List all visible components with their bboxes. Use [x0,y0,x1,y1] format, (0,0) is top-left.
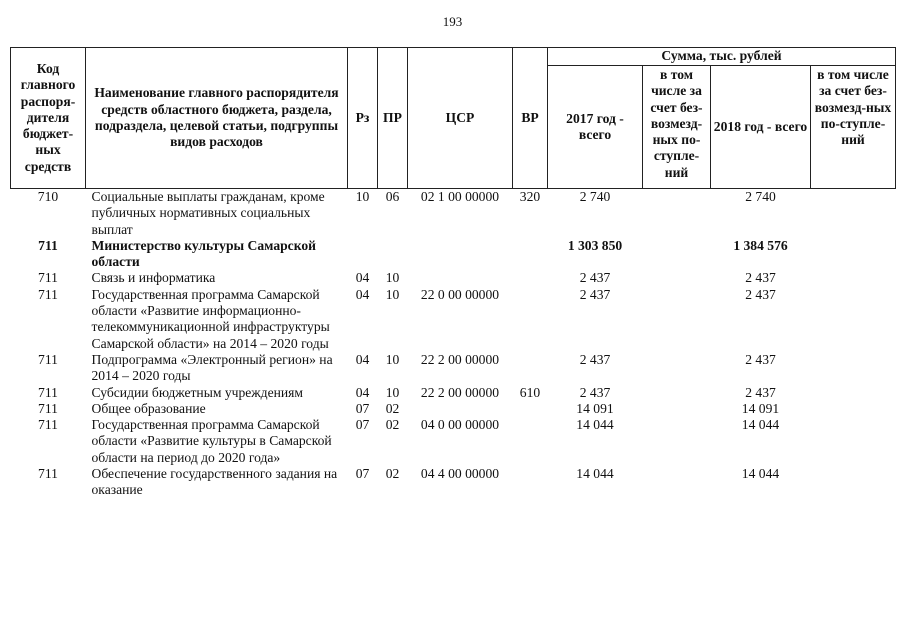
table-body [11,189,896,499]
table-row [11,270,896,286]
table-row [11,238,896,271]
row-vr [513,270,548,286]
row-name: Министерство культуры Самарской области [91,237,317,270]
row-total-2018: 14 091 [741,400,780,416]
row-pr: 10 [385,270,400,286]
row-total-2018: 2 437 [745,286,776,302]
header-gratis-2018: в том числе за счет без-возмезд-ных по-ступле-ний [811,66,896,189]
row-code: 711 [38,270,58,286]
row-total-2018: 2 437 [745,270,776,286]
row-vr: 610 [519,384,541,400]
row-pr [378,238,408,271]
row-gratis-2017 [643,270,711,286]
row-total-2018: 2 437 [745,351,776,367]
row-gratis-2018 [811,417,896,466]
row-code: 711 [38,351,58,367]
row-vr [513,287,548,352]
row-rz: 04 [355,351,370,367]
row-code: 711 [38,466,58,482]
row-vr [513,238,548,271]
row-gratis-2017 [643,385,711,401]
row-csr: 04 4 00 00000 [420,466,500,482]
row-vr [513,466,548,499]
row-name: Субсидии бюджетным учреждениям [91,384,304,400]
row-pr: 10 [385,351,400,367]
table-row [11,189,896,238]
header-csr: ЦСР [408,48,513,189]
table-row [11,352,896,385]
row-gratis-2018 [811,238,896,271]
row-gratis-2018 [811,287,896,352]
row-total-2017: 2 437 [579,384,611,400]
row-gratis-2018 [811,352,896,385]
row-total-2018: 2 740 [745,189,776,204]
table-row [11,385,896,401]
header-gratis-2017: в том числе за счет без-возмезд-ных по-ступле-ний [643,66,711,189]
row-total-2018: 14 044 [741,466,780,482]
row-total-2017: 14 091 [576,400,614,416]
row-name: Подпрограмма «Электронный регион» на 2014 – 2020 годы [91,351,333,384]
row-gratis-2017 [643,401,711,417]
row-total-2017: 14 044 [576,466,614,482]
table-row [11,466,896,499]
row-rz: 07 [355,417,370,433]
row-total-2017: 2 740 [579,189,611,204]
row-gratis-2018 [811,189,896,238]
header-name: Наименование главного распорядителя средств областного бюджета, раздела, подраздела, целевой статьи, подгруппы видов расходов [86,48,348,189]
row-rz: 04 [355,270,370,286]
row-gratis-2017 [643,352,711,385]
budget-table [10,47,896,499]
header-total-2018: 2018 год - всего [711,66,811,189]
row-gratis-2018 [811,385,896,401]
row-gratis-2017 [643,417,711,466]
row-total-2018: 14 044 [741,417,780,433]
row-name: Социальные выплаты гражданам, кроме публичных нормативных социальных выплат [91,189,325,237]
header-code: Код главного распоря-дителя бюджет-ных средств [11,48,86,189]
row-gratis-2017 [643,238,711,271]
row-gratis-2017 [643,189,711,238]
header-rz: Рз [348,48,378,189]
row-rz: 04 [355,286,370,302]
row-vr [513,352,548,385]
row-total-2017: 1 303 850 [567,237,623,253]
row-csr [408,238,513,271]
row-total-2017: 2 437 [579,286,611,302]
row-code: 711 [38,286,58,302]
header-total-2017: 2017 год - всего [548,66,643,189]
row-rz: 10 [355,189,370,204]
row-code: 710 [37,189,59,204]
row-vr [513,401,548,417]
table-row [11,287,896,352]
row-total-2018: 2 437 [745,384,776,400]
table-header [11,48,896,189]
row-rz: 07 [355,466,370,482]
row-csr [408,401,513,417]
row-gratis-2017 [643,287,711,352]
row-csr [408,270,513,286]
row-code: 711 [38,237,58,253]
row-name: Общее образование [91,400,206,416]
row-name: Государственная программа Самарской области «Развитие культуры в Самарской области на период до 2020 года» [91,417,332,465]
row-gratis-2017 [643,466,711,499]
row-pr: 10 [385,384,400,400]
row-name: Связь и информатика [91,270,216,286]
row-rz [348,238,378,271]
row-pr: 06 [385,189,400,204]
row-vr [513,417,548,466]
table-row [11,417,896,466]
row-total-2017: 2 437 [579,270,611,286]
row-pr: 10 [385,286,400,302]
row-rz: 07 [355,400,370,416]
row-gratis-2018 [811,466,896,499]
row-name: Обеспечение государственного задания на оказание [91,466,338,498]
row-csr: 22 0 00 00000 [420,286,500,302]
header-pr: ПР [378,48,408,189]
row-total-2018: 1 384 576 [733,237,788,253]
row-pr: 02 [385,417,400,433]
row-code: 711 [38,417,58,433]
row-gratis-2018 [811,401,896,417]
table-row [11,401,896,417]
row-rz: 04 [355,384,370,400]
row-csr: 22 2 00 00000 [420,351,500,367]
row-code: 711 [38,384,58,400]
row-name: Государственная программа Самарской области «Развитие информационно-телекоммуникационной инфраструктуры Самарской области» на 2014 – 2020 годы [91,286,330,351]
row-code: 711 [38,400,58,416]
row-csr: 22 2 00 00000 [420,384,500,400]
row-gratis-2018 [811,270,896,286]
row-pr: 02 [385,466,400,482]
header-vr: ВР [513,48,548,189]
row-pr: 02 [385,400,400,416]
row-vr: 320 [519,189,541,204]
header-sum-group: Сумма, тыс. рублей [548,48,896,66]
row-csr: 04 0 00 00000 [420,417,500,433]
row-csr: 02 1 00 00000 [420,189,500,204]
row-total-2017: 14 044 [576,417,614,433]
page-number: 193 [442,14,463,29]
row-total-2017: 2 437 [579,351,611,367]
